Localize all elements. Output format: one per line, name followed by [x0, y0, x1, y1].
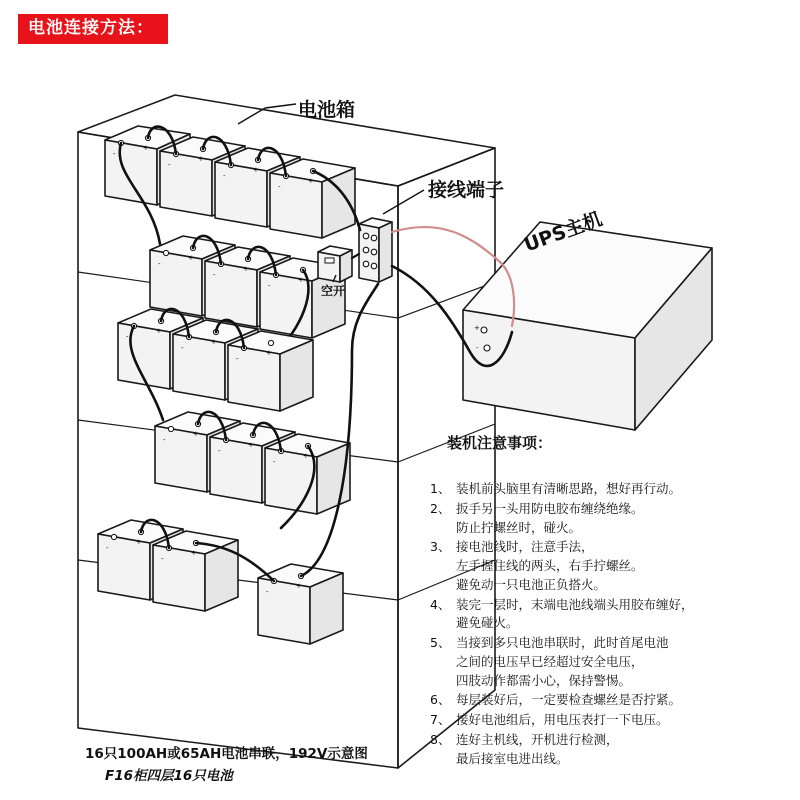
svg-text:-: - — [126, 333, 129, 341]
note-line: 最后接室电进出线。 — [456, 750, 569, 766]
notes-heading: 装机注意事项： — [447, 434, 553, 452]
note-item — [430, 480, 790, 499]
svg-text:+: + — [198, 155, 204, 163]
svg-text:+: + — [191, 549, 197, 557]
svg-text:-: - — [106, 544, 109, 552]
note-line: 避免碰火。 — [456, 615, 519, 631]
caption-line-1: 16只100AH或65AH电池串联，192V示意图 — [85, 746, 368, 762]
note-line: 接电池线时，注意手法， — [456, 539, 594, 555]
label-battery-box: 电池箱 — [298, 99, 356, 121]
note-text — [456, 711, 790, 730]
svg-text:+: + — [296, 582, 302, 590]
svg-text:-: - — [278, 183, 281, 191]
note-line: 连好主机线，开机进行检测， — [456, 731, 619, 747]
svg-text:-: - — [158, 260, 161, 268]
svg-text:+: + — [253, 166, 259, 174]
note-line: 防止拧螺丝时，碰火。 — [456, 519, 582, 535]
note-line: 装机前头脑里有清晰思路，想好再行动。 — [456, 481, 682, 496]
note-line: 避免动一只电池正负搭火。 — [456, 576, 607, 592]
svg-text:-: - — [236, 355, 239, 363]
svg-text:-: - — [218, 447, 221, 455]
svg-text:+: + — [308, 177, 314, 185]
battery-row-1 — [105, 126, 355, 244]
svg-text:+: + — [303, 452, 309, 460]
svg-text:+: + — [211, 338, 217, 346]
note-line: 扳手另一头用防电胶布缠绕绝缘。 — [456, 500, 644, 516]
note-item — [430, 596, 790, 634]
svg-text:+: + — [188, 254, 194, 262]
svg-text:-: - — [161, 555, 164, 563]
svg-text:+: + — [248, 441, 254, 449]
caption-line-2: F16柜四层16只电池 — [105, 768, 233, 784]
battery-10 — [228, 331, 313, 411]
note-number: 5、 — [430, 635, 451, 650]
svg-text:+: + — [243, 265, 249, 273]
svg-text:-: - — [273, 458, 276, 466]
note-number: 2、 — [430, 500, 451, 516]
note-text — [456, 596, 790, 634]
svg-text:+: + — [143, 144, 149, 152]
note-line: 接好电池组后，用电压表打一下电压。 — [456, 712, 669, 727]
note-line: 当接到多只电池串联时，此时首尾电池 — [456, 635, 669, 650]
note-number: 7、 — [430, 712, 451, 727]
note-item — [430, 731, 790, 769]
note-text — [456, 691, 790, 710]
note-line: 每层装好后，一定要检查螺丝是否拧紧。 — [456, 692, 682, 708]
note-number: 1、 — [430, 481, 451, 496]
note-text — [456, 731, 790, 769]
svg-text:-: - — [223, 172, 226, 180]
note-item — [430, 711, 790, 730]
svg-text:+: + — [474, 324, 480, 332]
note-line: 四肢动作都需小心，保持警惕。 — [456, 672, 632, 688]
note-item — [430, 500, 790, 538]
note-text — [456, 634, 790, 690]
note-number: 3、 — [430, 539, 451, 555]
note-number: 4、 — [430, 596, 451, 612]
note-line: 之间的电压早已经超过安全电压， — [456, 653, 644, 669]
note-item — [430, 691, 790, 710]
svg-text:+: + — [136, 538, 142, 546]
notes-list — [430, 480, 790, 769]
svg-text:+: + — [266, 349, 272, 357]
svg-text:-: - — [163, 436, 166, 444]
svg-text:-: - — [181, 344, 184, 352]
note-text — [456, 538, 790, 594]
note-number: 8、 — [430, 731, 451, 747]
title-banner: 电池连接方法： — [18, 14, 168, 44]
svg-text:-: - — [266, 588, 269, 596]
label-ups: UPS主机 — [521, 208, 606, 257]
svg-text:-: - — [168, 161, 171, 169]
ups-unit — [463, 222, 712, 430]
battery-row-3 — [155, 412, 350, 528]
note-line: 装完一层时，末端电池线端头用胶布缠好， — [456, 596, 694, 612]
svg-text:+: + — [298, 276, 304, 284]
note-line: 左手握住线的两头，右手拧螺丝。 — [456, 558, 644, 573]
svg-text:-: - — [213, 271, 216, 279]
note-text — [456, 480, 790, 499]
label-breaker: 空开 — [321, 284, 346, 298]
note-item — [430, 538, 790, 594]
svg-text:-: - — [113, 150, 116, 158]
note-item — [430, 634, 790, 690]
svg-text:+: + — [156, 327, 162, 335]
svg-text:+: + — [193, 430, 199, 438]
note-text — [456, 500, 790, 538]
note-number: 6、 — [430, 692, 451, 708]
label-terminal-block: 接线端子 — [428, 179, 505, 201]
svg-text:-: - — [268, 282, 271, 290]
svg-text:-: - — [476, 344, 479, 352]
